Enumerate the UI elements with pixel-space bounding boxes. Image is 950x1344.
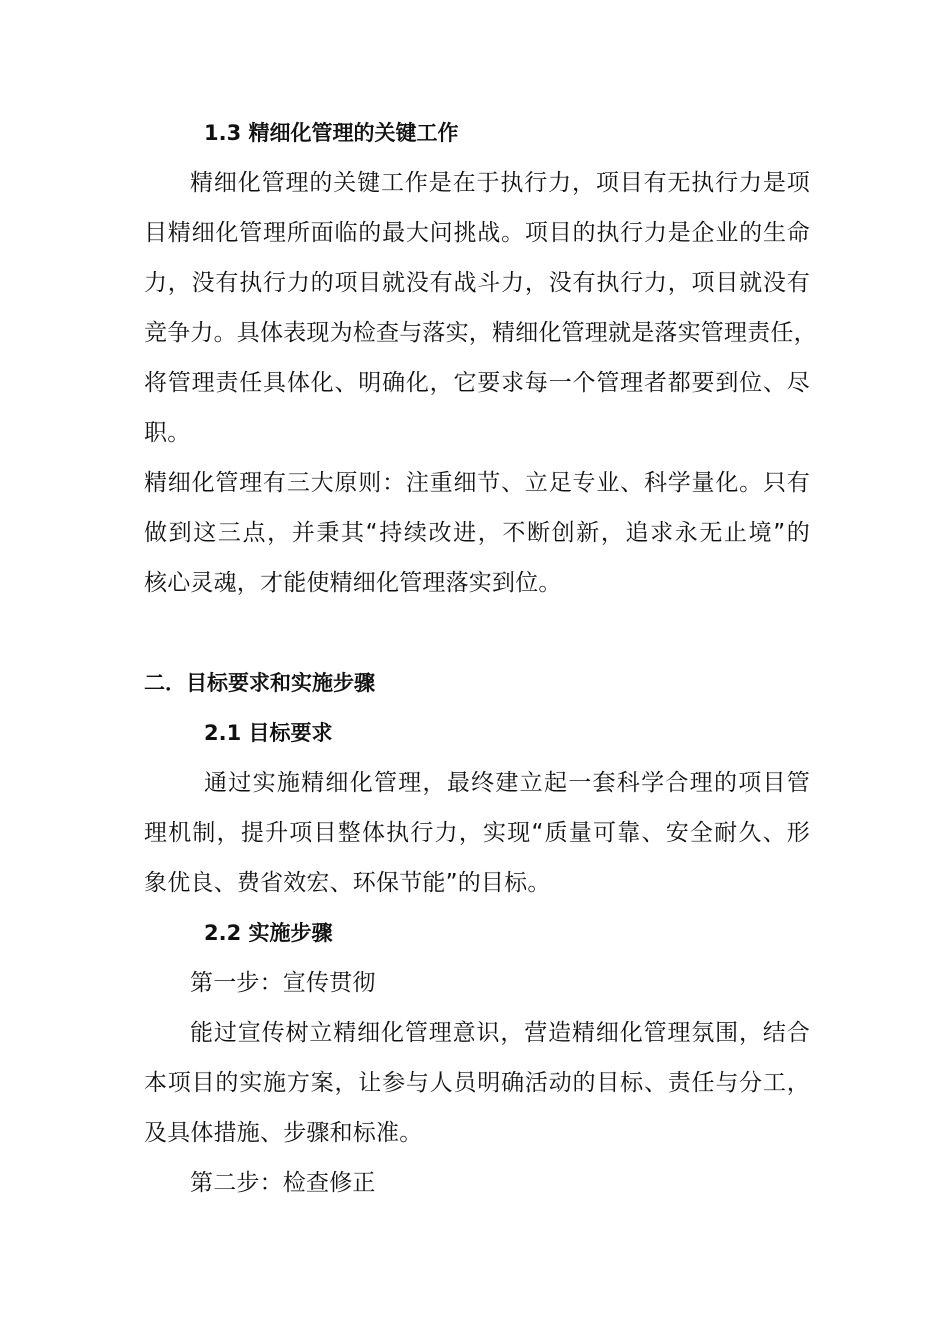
section-heading-2-2: 2.2 实施步骤: [204, 921, 333, 945]
section-heading-2: 二．目标要求和实施步骤: [144, 671, 375, 695]
paragraph-line: 精细化管理的关键工作是在于执行力，项目有无执行力是项: [190, 170, 810, 196]
paragraph-line: 及具体措施、步骤和标准。: [144, 1120, 423, 1146]
paragraph-line: 将管理责任具体化、明确化，它要求每一个管理者都要到位、尽: [144, 370, 810, 396]
paragraph-line: 竞争力。具体表现为检查与落实，精细化管理就是落实管理责任，: [144, 320, 817, 346]
section-heading-2-1: 2.1 目标要求: [204, 721, 333, 745]
document-body: [144, 108, 817, 1208]
paragraph-line: 核心灵魂，才能使精细化管理落实到位。: [144, 570, 562, 596]
paragraph-line: 职。: [144, 420, 191, 446]
paragraph-line: 做到这三点，并秉其“持续改进，不断创新，追求永无止境”的: [144, 520, 810, 546]
step-title: 第一步：宣传贯彻: [190, 970, 376, 996]
paragraph-line: 目精细化管理所面临的最大问挑战。项目的执行力是企业的生命: [144, 220, 810, 246]
paragraph-line: 通过实施精细化管理，最终建立起一套科学合理的项目管: [204, 770, 810, 796]
paragraph-line: 本项目的实施方案，让参与人员明确活动的目标、责任与分工，: [144, 1070, 810, 1096]
paragraph-line: 力，没有执行力的项目就没有战斗力，没有执行力，项目就没有: [144, 270, 810, 296]
blank-line: [144, 608, 810, 658]
paragraph-line: 理机制，提升项目整体执行力，实现“质量可靠、安全耐久、形: [144, 820, 810, 846]
paragraph-line: 象优良、费省效宏、环保节能”的目标。: [144, 870, 551, 896]
paragraph-line: 能过宣传树立精细化管理意识，营造精细化管理氛围，结合: [190, 1020, 810, 1046]
section-heading-1-3: 1.3 精细化管理的关键工作: [204, 121, 459, 145]
step-title: 第二步：检查修正: [190, 1170, 376, 1196]
paragraph-line: 精细化管理有三大原则：注重细节、立足专业、科学量化。只有: [144, 470, 810, 496]
